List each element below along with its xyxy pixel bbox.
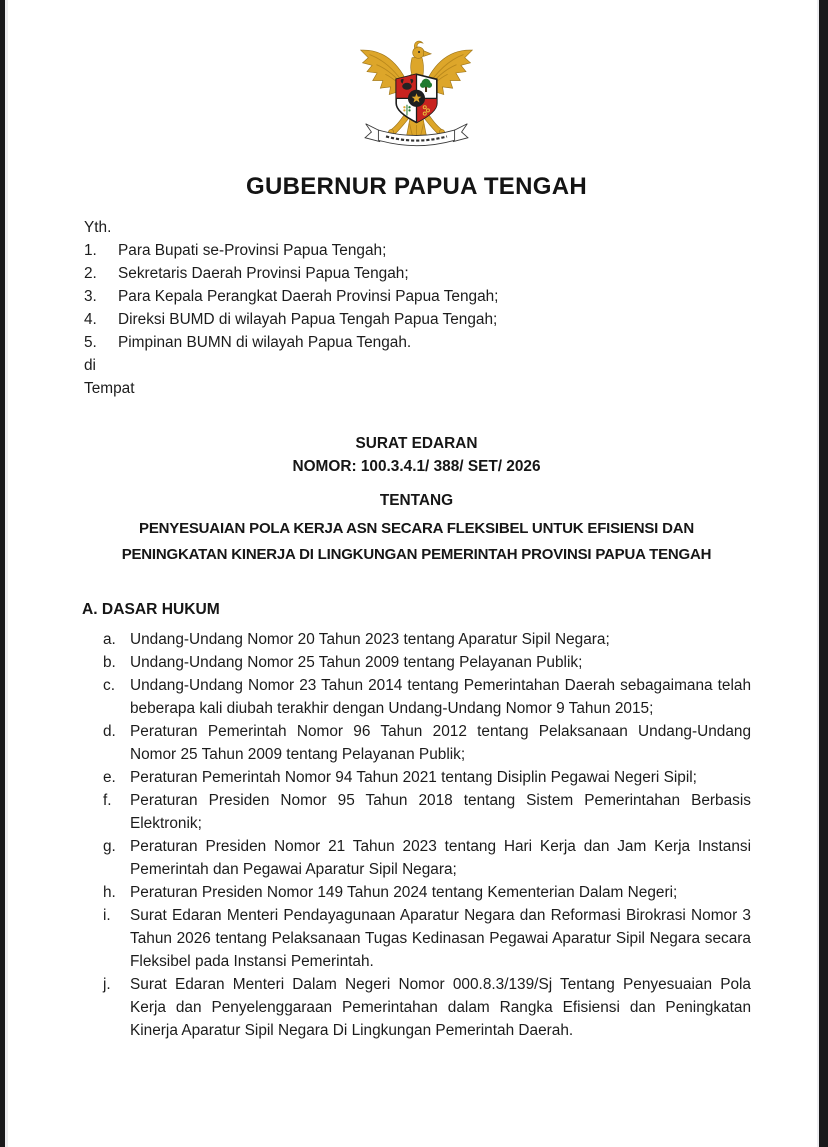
list-marker: 2. bbox=[84, 265, 97, 282]
page-title: GUBERNUR PAPUA TENGAH bbox=[246, 173, 587, 200]
subject-line: PENINGKATAN KINERJA DI LINGKUNGAN PEMERINTAH PROVINSI PAPUA TENGAH bbox=[121, 546, 712, 563]
addressee-item bbox=[82, 308, 751, 331]
subject-title bbox=[82, 516, 751, 568]
list-item-text: Peraturan Presiden Nomor 21 Tahun 2023 tentang Hari Kerja dan Jam Kerja Instansi Pemerintah dan Pegawai Aparatur Sipil Negara; bbox=[130, 838, 751, 878]
legal-item bbox=[82, 766, 751, 789]
list-marker: j. bbox=[103, 976, 111, 993]
garuda-eye bbox=[418, 51, 420, 53]
letter-page bbox=[5, 0, 819, 1147]
legal-item bbox=[82, 973, 751, 1042]
about-label: TENTANG bbox=[379, 492, 454, 509]
list-item-text: Surat Edaran Menteri Pendayagunaan Aparatur Negara dan Reformasi Birokrasi Nomor 3 Tahun 2026 tentang Pelaksanaan Tugas Kedinasan Pegawai Aparatur Sipil Negara secara Fleksibel pada Instansi Pemerintah. bbox=[130, 907, 751, 970]
salutation: Yth. bbox=[84, 219, 112, 236]
list-item-text: Undang-Undang Nomor 23 Tahun 2014 tentang Pemerintahan Daerah sebagaimana telah beberapa kali diubah terakhir dengan Undang-Undang Nomor 9 Tahun 2015; bbox=[130, 677, 751, 717]
addressee-block bbox=[82, 216, 751, 400]
legal-item bbox=[82, 651, 751, 674]
ribbon-left-tab bbox=[365, 124, 380, 142]
subject-line: PENYESUAIAN POLA KERJA ASN SECARA FLEKSIBEL UNTUK EFISIENSI DAN bbox=[139, 520, 694, 537]
list-marker: d. bbox=[103, 723, 116, 740]
list-item-text: Para Bupati se-Provinsi Papua Tengah; bbox=[118, 242, 387, 259]
list-item-text: Undang-Undang Nomor 25 Tahun 2009 tentang Pelayanan Publik; bbox=[130, 654, 583, 671]
addressee-item bbox=[82, 285, 751, 308]
letter-content bbox=[8, 0, 817, 1042]
place-intro: di bbox=[84, 357, 96, 374]
legal-basis-list bbox=[82, 628, 751, 1042]
list-marker: f. bbox=[103, 792, 112, 809]
list-marker: 3. bbox=[84, 288, 97, 305]
garuda-beak bbox=[423, 51, 431, 57]
legal-basis-section bbox=[82, 598, 751, 1042]
list-item-text: Sekretaris Daerah Provinsi Papua Tengah; bbox=[118, 265, 409, 282]
list-item-text: Peraturan Presiden Nomor 149 Tahun 2024 tentang Kementerian Dalam Negeri; bbox=[130, 884, 678, 901]
legal-item bbox=[82, 628, 751, 651]
section-heading: A. DASAR HUKUM bbox=[82, 601, 220, 618]
list-marker: 5. bbox=[84, 334, 97, 351]
list-marker: g. bbox=[103, 838, 116, 855]
pancasila-shield bbox=[396, 73, 437, 124]
list-item-text: Peraturan Pemerintah Nomor 94 Tahun 2021 tentang Disiplin Pegawai Negeri Sipil; bbox=[130, 769, 697, 786]
list-item-text: Para Kepala Perangkat Daerah Provinsi Papua Tengah; bbox=[118, 288, 499, 305]
list-marker: c. bbox=[103, 677, 115, 694]
doc-type: SURAT EDARAN bbox=[355, 435, 478, 452]
legal-item bbox=[82, 789, 751, 835]
list-marker: e. bbox=[103, 769, 116, 786]
legal-item bbox=[82, 835, 751, 881]
garuda-pancasila-emblem bbox=[353, 28, 480, 156]
ribbon-right-tab bbox=[453, 124, 468, 142]
legal-item bbox=[82, 720, 751, 766]
addressee-item bbox=[82, 331, 751, 354]
place: Tempat bbox=[84, 380, 135, 397]
list-marker: 1. bbox=[84, 242, 97, 259]
list-marker: h. bbox=[103, 884, 116, 901]
list-item-text: Pimpinan BUMN di wilayah Papua Tengah. bbox=[118, 334, 412, 351]
list-marker: 4. bbox=[84, 311, 97, 328]
addressee-item bbox=[82, 262, 751, 285]
list-item-text: Peraturan Presiden Nomor 95 Tahun 2018 tentang Sistem Pemerintahan Berbasis Elektronik; bbox=[130, 792, 751, 832]
legal-item bbox=[82, 674, 751, 720]
list-item-text: Peraturan Pemerintah Nomor 96 Tahun 2012 tentang Pelaksanaan Undang-Undang Nomor 25 Tahun 2009 tentang Pelayanan Publik; bbox=[130, 723, 751, 763]
list-marker: b. bbox=[103, 654, 116, 671]
list-marker: a. bbox=[103, 631, 116, 648]
list-item-text: Direksi BUMD di wilayah Papua Tengah Papua Tengah; bbox=[118, 311, 498, 328]
list-item-text: Undang-Undang Nomor 20 Tahun 2023 tentang Aparatur Sipil Negara; bbox=[130, 631, 610, 648]
addressee-item bbox=[82, 239, 751, 262]
letterhead-block bbox=[82, 432, 751, 568]
legal-item bbox=[82, 881, 751, 904]
doc-number: NOMOR: 100.3.4.1/ 388/ SET/ 2026 bbox=[292, 458, 541, 475]
list-item-text: Surat Edaran Menteri Dalam Negeri Nomor 000.8.3/139/Sj Tentang Penyesuaian Pola Kerja dan Penyelenggaraan Pemerintahan dalam Rangka Efisiensi dan Peningkatan Kinerja Aparatur Sipil Negara Di Lingkungan Pemerintah Daerah. bbox=[130, 976, 751, 1039]
legal-item bbox=[82, 904, 751, 973]
list-marker: i. bbox=[103, 907, 111, 924]
